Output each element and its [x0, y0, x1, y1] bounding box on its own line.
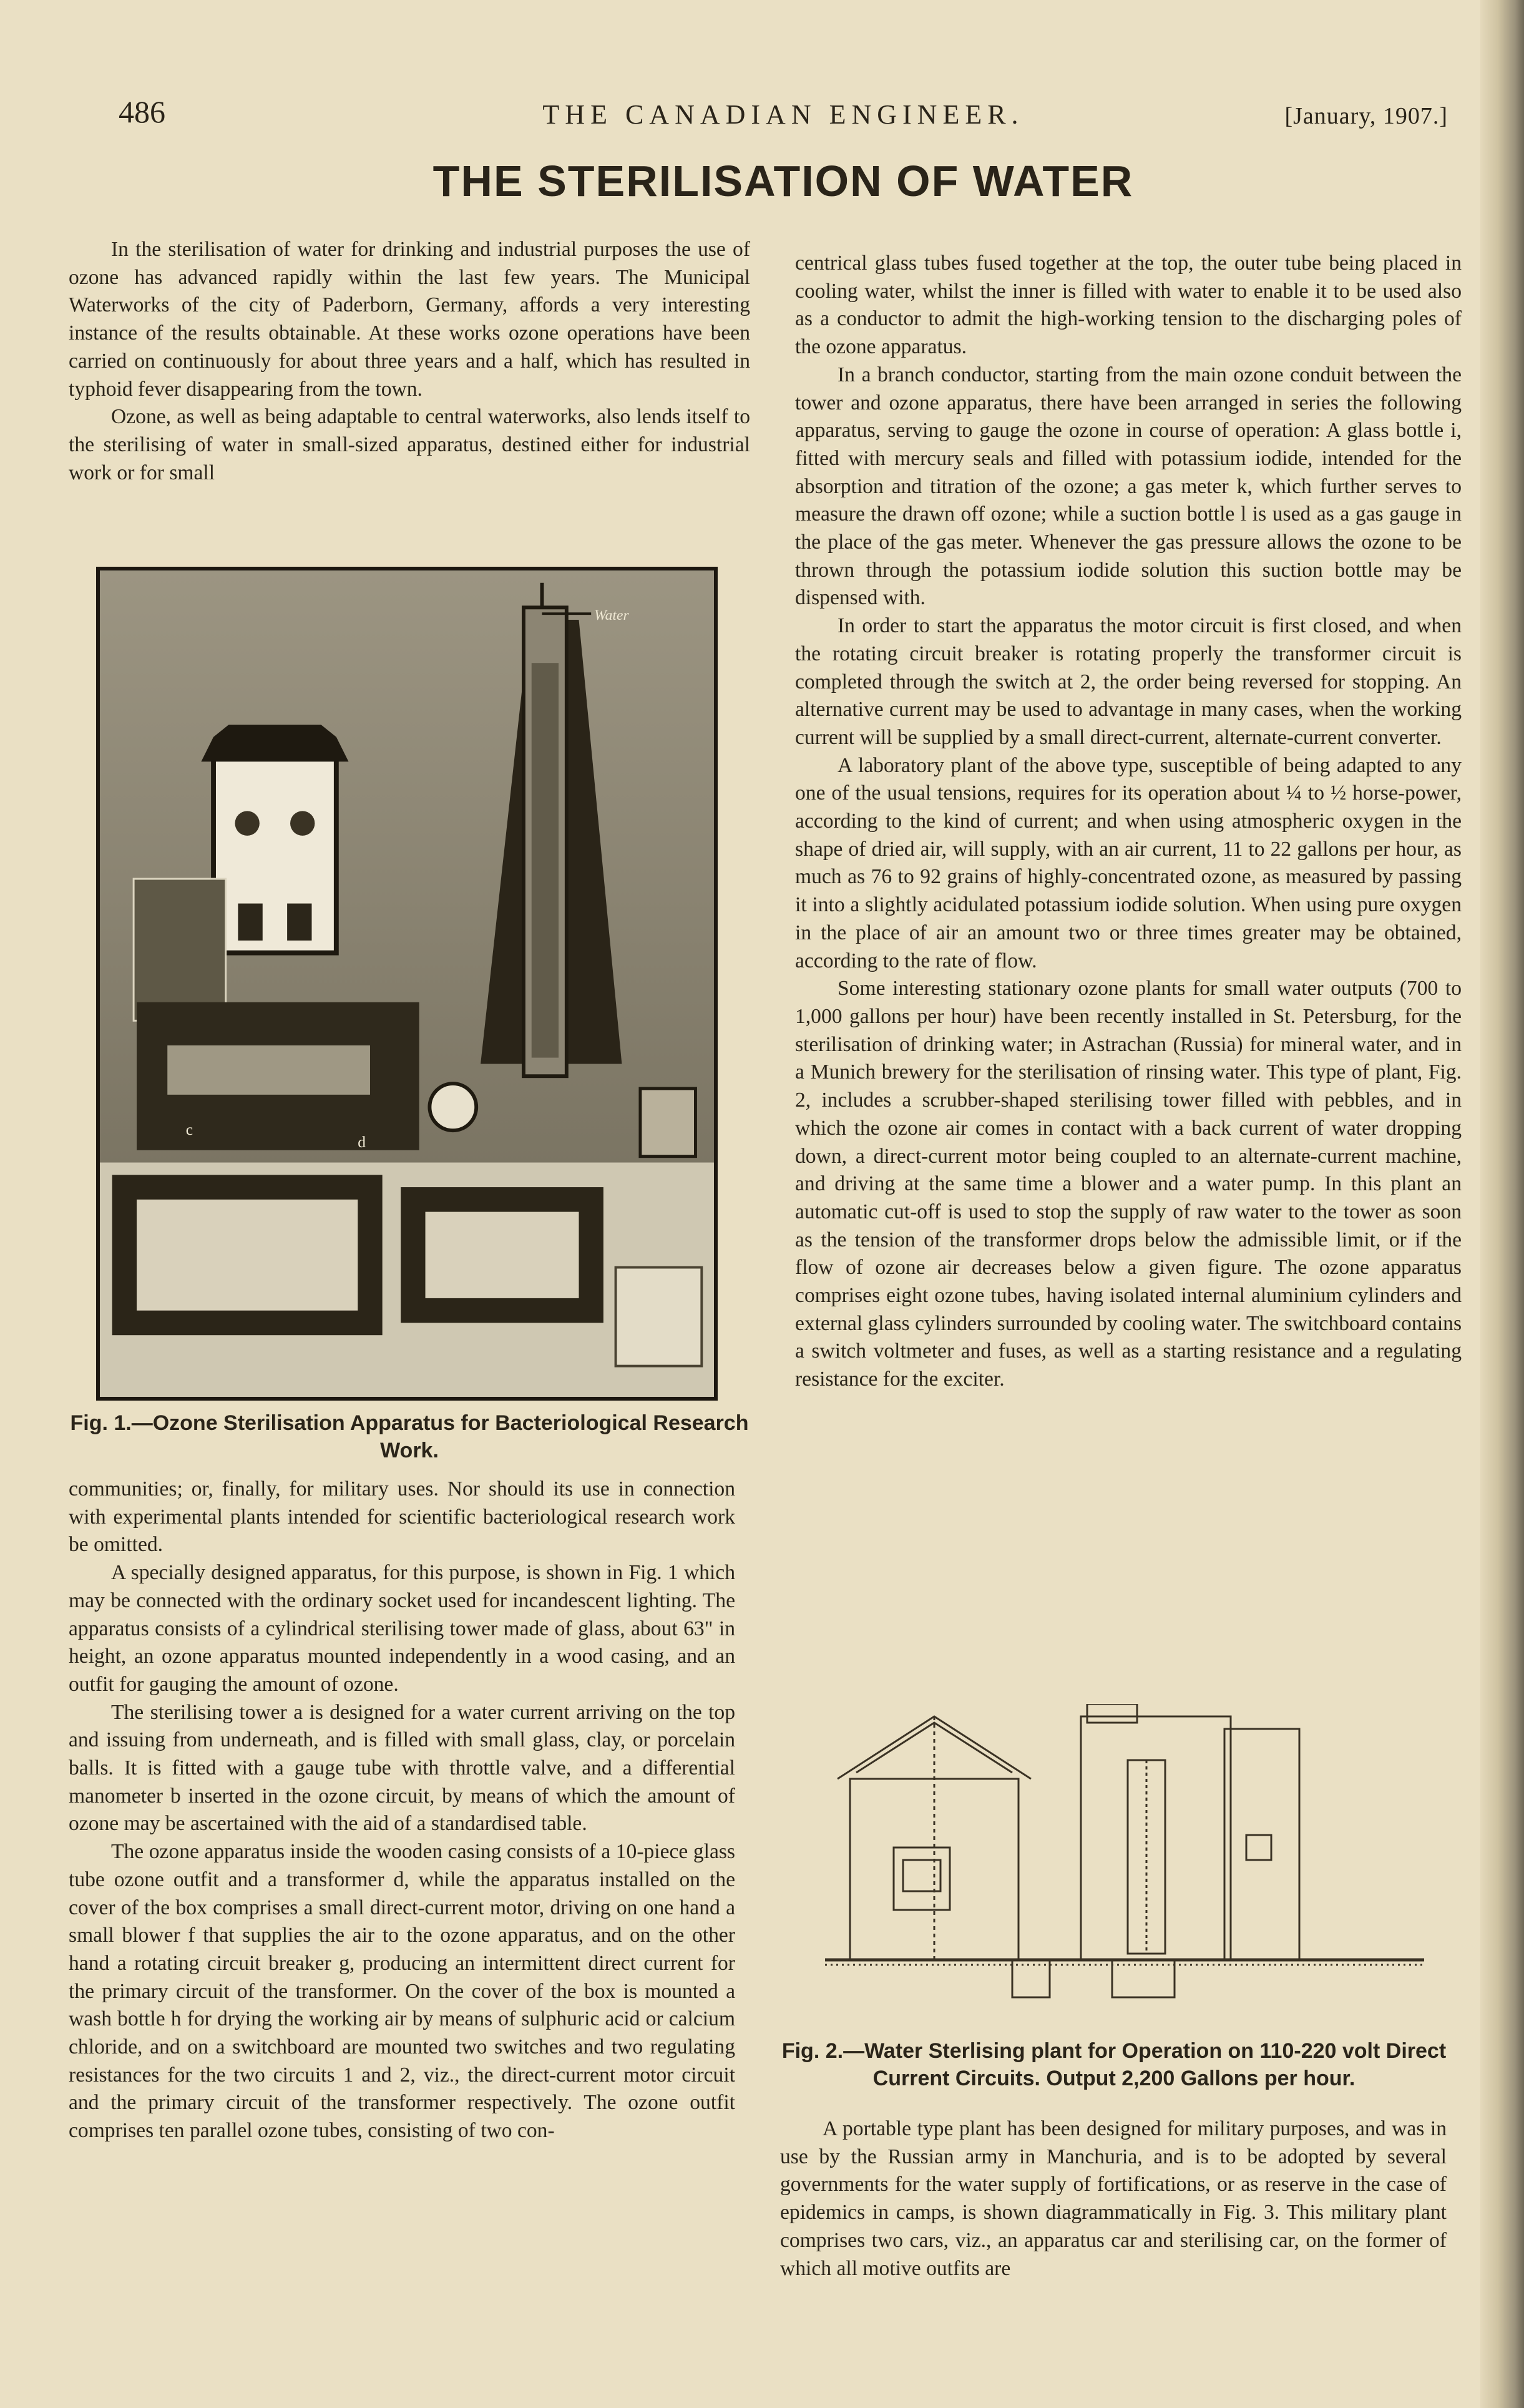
paragraph: The sterilising tower a is designed for a water current arriving on the top and issuing from underneath, and is filled with small glass, clay, or porcelain balls. It is fitted with a gauge tube with throttle valve, and a differential manometer b inserted in the ozone circuit, by means of which the amount of ozone may be ascertained with the aid of a standardised table. [69, 1700, 735, 1836]
meter-dial [235, 811, 259, 836]
suction-bottle [640, 1089, 696, 1157]
paragraph: Ozone, as well as being adaptable to central waterworks, also lends itself to the sterilising of water in small-sized apparatus, destined either for industrial work or for small [69, 405, 750, 484]
paragraph: centrical glass tubes fused together at the top, the outer tube being placed in cooling water, whilst the inner is filled with water to enable it to be used also as a conductor to admit the high-working tension to the discharging poles of the ozone apparatus. [795, 252, 1462, 359]
switchboard [213, 755, 336, 952]
water-label: Water [594, 607, 629, 624]
ozone-tubes [167, 1045, 370, 1095]
figure-2-drawing [825, 1704, 1424, 2016]
gauge-box-panel [426, 1212, 579, 1298]
right-column-bottom [780, 2115, 1447, 2283]
journal-title: THE CANADIAN ENGINEER. [542, 99, 1024, 130]
plant-diagram [825, 1704, 1424, 2016]
left-column-bottom [69, 1476, 735, 2145]
switchboard-icon [1246, 1835, 1271, 1860]
page-number: 486 [119, 94, 165, 129]
chimney [1087, 1704, 1137, 1723]
paragraph: A specially designed apparatus, for this purpose, is shown in Fig. 1 which may be connected with the ordinary socket used for incandescent lighting. The apparatus consists of a cylindrical sterilising tower made of glass, about 63" in height, an ozone apparatus mounted independently in a wood casing, and an outfit for gauging the amount of ozone. [69, 1561, 735, 1696]
page-edge-shadow [1480, 0, 1524, 2408]
label-d: d [358, 1132, 366, 1151]
switchboard-crest [201, 725, 348, 761]
article-title: THE STERILISATION OF WATER [432, 157, 1134, 205]
tower-filling [532, 663, 559, 1057]
label-c: c [185, 1120, 193, 1139]
paragraph: A laboratory plant of the above type, susceptible of being adapted to any one of the usual tensions, requires for its operation about ¼ to ½ horse-power, according to the kind of current; and when using atmospheric oxygen in the shape of dried air, will supply, with an air current, 11 to 22 gallons per hour, as much as 76 to 92 grains of highly-concentrated ozone, as measured by passing it into a slightly acidulated potassium iodide solution. When using pure oxygen in the place of air an amount two or three times greater may be obtained, according to the rate of flow. [795, 753, 1462, 972]
running-header [119, 94, 1448, 144]
apparatus-house [1224, 1729, 1299, 1960]
paragraph: communities; or, finally, for military uses. Nor should its use in connection with experimental plants intended for scientific bacteriological research work be omitted. [69, 1477, 735, 1557]
issue-date: [January, 1907.] [1284, 103, 1448, 129]
switch-panel [238, 904, 262, 941]
water-bucket [616, 1268, 702, 1366]
right-column-top [795, 250, 1462, 1394]
building-right [1081, 1716, 1231, 1960]
figure-1-photo [96, 567, 718, 1401]
switch-panel [287, 904, 311, 941]
figure-2-caption: Fig. 2.—Water Sterlising plant for Operation on 110-220 volt Direct Current Circuits. Output 2,200 Gallons per hour. [781, 2039, 1447, 2090]
paragraph: In order to start the apparatus the motor circuit is first closed, and when the rotating circuit breaker is rotating properly the transformer circuit is completed through the switch at 2, the order being reversed for stopping. An alternative current may be used to advantage in many cases, when the working current will be supplied by a small direct-current, alternate-current converter. [795, 614, 1462, 749]
figure-1-caption: Fig. 1.—Ozone Sterilisation Apparatus for Bacteriological Research Work. [70, 1411, 749, 1462]
paragraph: In the sterilisation of water for drinking and industrial purposes the use of ozone has advanced rapidly within the last few years. The Municipal Waterworks of the city of Paderborn, Germany, affords a very interesting instance of the results obtainable. At these works ozone operations have been carried on continuously for about three years and a half, which has resulted in typhoid fever disappearing from the town. [69, 238, 750, 401]
meter-dial [290, 811, 315, 836]
casing-panel [137, 1200, 358, 1311]
apparatus-photo [100, 570, 714, 1397]
paragraph: A portable type plant has been designed for military purposes, and was in use by the Russian army in Manchuria, and is to be adopted by several governments for the water supply of fortifications, or as reserve in the case of epidemics in camps, is shown diagrammatically in Fig. 3. This military plant comprises two cars, viz., an apparatus car and sterilising car, on the former of which all motive outfits are [780, 2117, 1447, 2280]
foundation [1112, 1960, 1175, 1997]
wash-bottle [134, 879, 226, 1020]
paragraph: The ozone apparatus inside the wooden casing consists of a 10-piece glass tube ozone outfit and a transformer d, while the apparatus installed on the cover of the box comprises a small direct-current motor, driving on one hand a small blower f that supplies the air to the ozone apparatus, and on the other hand a rotating circuit breaker g, producing an intermittent direct current for the primary circuit of the transformer. On the cover of the box is mounted a wash bottle h for drying the working air by means of sulphuric acid or calcium chloride, and on a switchboard are mounted two switches and two regulating resistances for the two circuits 1 and 2, viz., the direct-current motor circuit and the primary circuit of the transformer respectively. The ozone outfit comprises ten parallel ozone tubes, consisting of two con- [69, 1840, 735, 2143]
paragraph: Some interesting stationary ozone plants for small water outputs (700 to 1,000 gallons per hour) have been recently installed in St. Petersburg, for the sterilisation of drinking water; in Astrachan (Russia) for mineral water, and in a Munich brewery for the sterilisation of rinsing water. This type of plant, Fig. 2, includes a scrubber-shaped sterilising tower filled with pebbles, and in which the ozone air comes in contact with a back current of water dropping down, a direct-current motor being coupled to an alternate-current machine, and driving at the same time a blower and a water pump. In this plant an automatic cut-off is used to stop the supply of raw water to the tower as soon as the tension of the transformer drops below the admissible limit, or if the flow of ozone air decreases below a given figure. The ozone apparatus comprises eight ozone tubes, having isolated internal aluminium cylinders and external glass cylinders surrounded by cooling water. The switchboard contains a switch voltmeter and fuses, as well as a starting resistance and a regulating resistance for the exciter. [795, 977, 1462, 1391]
gas-meter [429, 1084, 476, 1130]
left-column-top [69, 236, 750, 487]
paragraph: In a branch conductor, starting from the main ozone conduit between the tower and ozone apparatus, there have been arranged in series the following apparatus, serving to gauge the ozone in course of operation: A glass bottle i, fitted with mercury seals and filled with potassium iodide, intended for the absorption and titration of the ozone; a gas meter k, which further serves to measure the drawn off ozone; while a suction bottle l is used as a gas gauge in the place of the gas meter. Whenever the gas pressure allows the ozone to be thrown through the potassium iodide solution this suction bottle may be dispensed with. [795, 363, 1462, 610]
